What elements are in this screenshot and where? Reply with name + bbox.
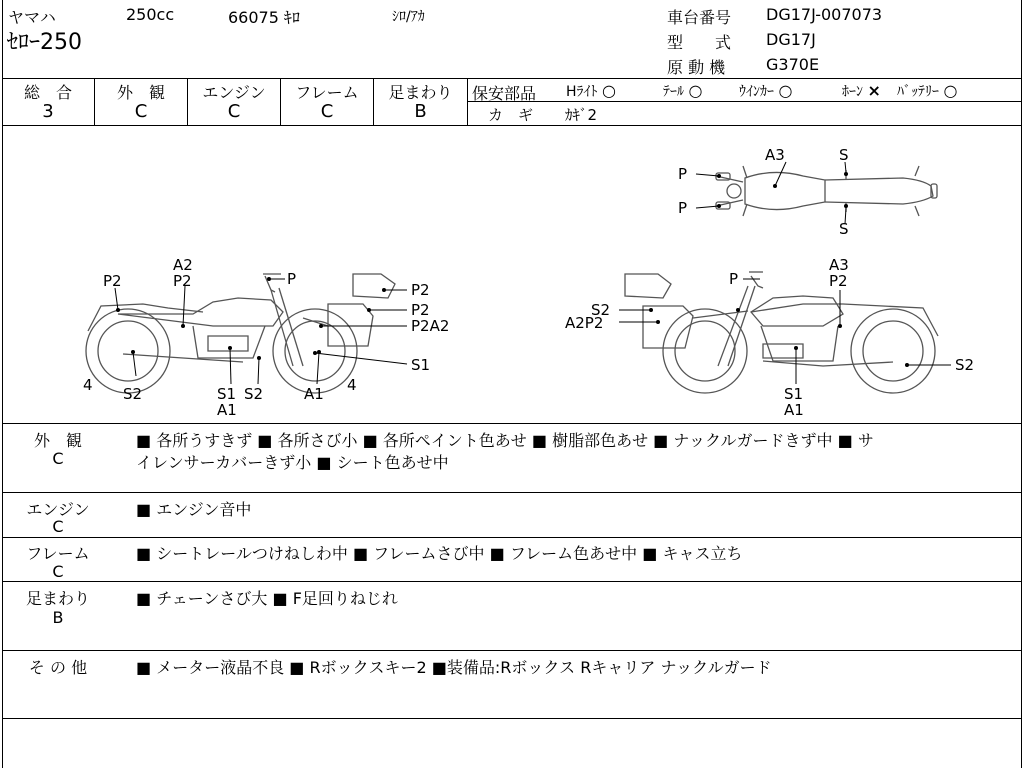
label-left-s1-mid: S1 <box>217 385 237 403</box>
header-divider <box>2 78 1022 79</box>
safety-item-headlight <box>566 81 616 101</box>
remark-text-exterior-line2: イレンサーカバーきず小 ■ シート色あせ中 <box>136 453 449 472</box>
label-right-a1: A1 <box>784 401 804 419</box>
label-top-s1: S <box>839 146 849 164</box>
displacement: 250cc <box>126 5 175 24</box>
remark-grade-exterior: C <box>52 449 64 468</box>
label-left-s2-exhaust: S2 <box>123 385 143 403</box>
type-label: 型 式 <box>667 33 732 52</box>
label-left-s1-front: S1 <box>411 356 431 374</box>
label-right-p: P <box>729 270 739 288</box>
bike-diagram <box>3 126 1021 422</box>
label-left-p2a2: P2A2 <box>411 317 450 335</box>
label-left-a1-fork: A1 <box>304 385 324 403</box>
safety-item-mark: ○ <box>601 81 616 100</box>
grade-value-exterior: C <box>134 101 148 122</box>
label-left-p2-box2: P2 <box>411 301 430 319</box>
key-label: カ ギ <box>488 106 534 124</box>
remark-category-engine: エンジン <box>26 500 90 519</box>
safety-item-name: ﾊﾞｯﾃﾘｰ <box>897 84 939 100</box>
remark-divider-2 <box>2 537 1022 538</box>
remark-text-engine: ■ エンジン音中 <box>136 500 252 519</box>
label-left-p2-box1: P2 <box>411 281 430 299</box>
remark-grade-suspension: B <box>52 608 64 627</box>
frame-right-border <box>1021 0 1022 768</box>
key-value: ｶｷﾞ2 <box>565 106 598 124</box>
maker-name: ヤマハ <box>8 8 56 27</box>
body-color: ｼﾛ/ｱｶ <box>392 9 425 25</box>
safety-item-mark: ○ <box>778 81 793 100</box>
grade-col-divider-5 <box>467 78 468 125</box>
grade-value-overall: 3 <box>42 101 54 122</box>
label-top-p2: P <box>678 199 688 217</box>
remark-text-exterior-line1: ■ 各所うすきず ■ 各所さび小 ■ 各所ペイント色あせ ■ 樹脂部色あせ ■ ナックルガードきず中 ■ サ <box>136 431 874 450</box>
type-value: DG17J <box>766 30 816 49</box>
bike-top-view <box>716 166 937 216</box>
remark-category-suspension: 足まわり <box>25 589 90 608</box>
label-top-p1: P <box>678 165 688 183</box>
model-name: ｾﾛｰ250 <box>7 30 82 55</box>
grade-value-suspension: B <box>414 101 427 122</box>
frame-number-label: 車台番号 <box>667 8 732 27</box>
frame-number-value: DG17J-007073 <box>766 5 883 24</box>
remark-grade-engine: C <box>52 517 64 536</box>
safety-item-name: ｳｲﾝｶｰ <box>739 84 774 100</box>
remark-text-other: ■ メーター液晶不良 ■ Rボックスキー2 ■装備品:Rボックス Rキャリア ナックルガード <box>136 658 772 677</box>
label-left-a1-mid: A1 <box>217 401 237 419</box>
engine-value: G370E <box>766 55 820 74</box>
engine-label: 原 動 機 <box>667 58 726 77</box>
safety-item-mark: ○ <box>688 81 703 100</box>
grade-value-engine: C <box>227 101 241 122</box>
label-right-a3: A3 <box>829 256 849 274</box>
label-left-four: 4 <box>83 376 93 394</box>
label-top-s2: S <box>839 220 849 238</box>
grade-label-exterior: 外 観 <box>116 83 165 102</box>
remark-text-suspension: ■ チェーンさび大 ■ F足回りねじれ <box>136 589 398 608</box>
safety-item-name: Hﾗｲﾄ <box>566 84 598 100</box>
label-right-a2p2: A2P2 <box>565 314 604 332</box>
safety-item-name: ﾃｰﾙ <box>663 84 684 100</box>
label-left-s2-mid: S2 <box>244 385 264 403</box>
grade-label-overall: 総 合 <box>23 83 72 102</box>
safety-item-winker <box>739 81 792 101</box>
safety-item-horn <box>842 81 881 101</box>
remark-divider-1 <box>2 492 1022 493</box>
remark-category-other: そ の 他 <box>28 658 88 677</box>
label-right-s2-box: S2 <box>591 301 611 319</box>
safety-item-taillight <box>663 81 702 101</box>
label-right-s1: S1 <box>784 385 804 403</box>
label-left-a2: A2 <box>173 256 193 274</box>
safety-item-battery <box>897 81 957 101</box>
remark-grade-frame: C <box>52 562 64 581</box>
label-left-four-right: 4 <box>347 376 357 394</box>
mileage: 66075 ｷﾛ <box>228 8 300 27</box>
label-left-p: P <box>287 270 297 288</box>
remark-divider-5 <box>2 718 1022 719</box>
label-right-s2-rear: S2 <box>955 356 975 374</box>
label-left-p2-tank: P2 <box>173 272 192 290</box>
safety-item-mark: ○ <box>943 81 958 100</box>
label-left-p2-rear: P2 <box>103 272 122 290</box>
safety-label: 保安部品 <box>472 84 537 103</box>
remark-text-frame: ■ シートレールつけねしわ中 ■ フレームさび中 ■ フレーム色あせ中 ■ キャス立ち <box>136 544 743 563</box>
grade-label-suspension: 足まわり <box>388 83 453 102</box>
grade-label-frame: フレーム <box>295 83 359 102</box>
remark-divider-3 <box>2 581 1022 582</box>
label-top-a3: A3 <box>765 146 785 164</box>
bike-right-view <box>625 272 938 393</box>
safety-item-mark: × <box>867 81 881 100</box>
label-right-p2-tank: P2 <box>829 272 848 290</box>
remark-divider-4 <box>2 650 1022 651</box>
grade-label-engine: エンジン <box>202 83 266 102</box>
remark-category-frame: フレーム <box>26 544 90 563</box>
remark-category-exterior: 外 観 <box>33 431 82 450</box>
grade-value-frame: C <box>320 101 334 122</box>
safety-item-name: ﾎｰﾝ <box>842 84 863 100</box>
safety-divider <box>467 101 1022 102</box>
diagram-divider <box>2 423 1022 424</box>
